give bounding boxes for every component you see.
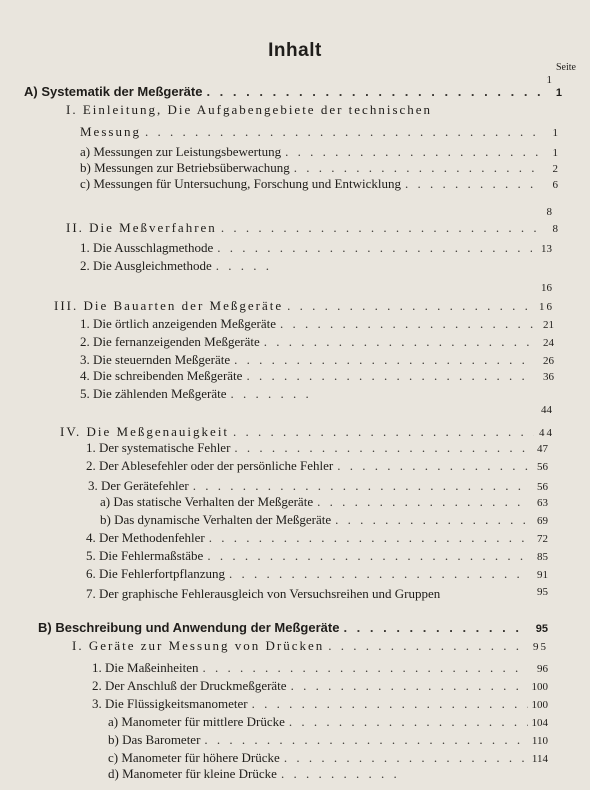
toc-entry-label: b) Das dynamische Verhalten der Meßgeräte <box>100 512 332 527</box>
toc-entry-label: 1. Die Maßeinheiten <box>92 660 199 675</box>
seite-column-header: Seite <box>556 62 576 73</box>
leader-dots <box>281 766 404 782</box>
toc-entry-page: 63 <box>537 497 548 509</box>
toc-entry <box>108 732 548 749</box>
toc-entry <box>80 316 554 333</box>
toc-entry <box>108 766 408 782</box>
leader-dots <box>285 144 538 160</box>
leader-dots <box>204 732 527 748</box>
toc-entry-page: 36 <box>543 371 554 383</box>
toc-entry-label: 4. Der Methodenfehler <box>86 530 205 545</box>
toc-entry-page: 56 <box>537 481 548 493</box>
leader-dots <box>203 660 529 676</box>
toc-entry-label: 5. Die Fehlermaßstäbe <box>86 548 204 563</box>
leader-dots <box>193 478 528 494</box>
leader-dots <box>294 160 538 176</box>
toc-entry-page: 96 <box>537 663 548 675</box>
toc-entry-page: 24 <box>543 337 554 349</box>
toc-entry-page: 72 <box>537 533 548 545</box>
toc-entry <box>92 678 548 695</box>
toc-entry-page: 26 <box>543 355 554 367</box>
leader-dots <box>207 548 528 564</box>
toc-entry-label: c) Messungen für Untersuchung, Forschung und Entwicklung <box>80 176 401 191</box>
leader-dots <box>264 334 534 350</box>
leader-dots <box>221 220 540 236</box>
toc-entry <box>100 494 548 511</box>
toc-entry <box>80 124 560 141</box>
toc-entry <box>86 440 548 457</box>
toc-entry-label: II. Die Meßverfahren <box>66 220 217 235</box>
page-number: 95 <box>537 586 548 598</box>
leader-dots <box>209 530 528 546</box>
toc-entry <box>86 530 548 547</box>
toc-entry <box>80 258 280 274</box>
leader-dots <box>284 750 528 766</box>
toc-entry <box>92 660 548 677</box>
toc-entry-label: 1. Der systematische Fehler <box>86 440 231 455</box>
toc-entry-page: 8 <box>552 223 560 235</box>
leader-dots <box>291 678 528 694</box>
toc-entry-label: 3. Die steuernden Meßgeräte <box>80 352 231 367</box>
toc-entry-label: 1. Die örtlich anzeigenden Meßgeräte <box>80 316 276 331</box>
leader-dots <box>145 124 540 140</box>
toc-entry <box>80 368 554 385</box>
toc-entry-label: b) Messungen zur Betriebsüberwachung <box>80 160 290 175</box>
toc-entry-page: 2 <box>552 163 558 175</box>
toc-entry-label: 2. Der Anschluß der Druckmeßgeräte <box>92 678 287 693</box>
toc-entry <box>108 750 548 767</box>
toc-entry <box>86 566 548 583</box>
toc-entry-label: c) Manometer für höhere Drücke <box>108 750 280 765</box>
toc-entry-label: 3. Der Gerätefehler <box>88 478 189 493</box>
toc-entry <box>86 548 548 565</box>
toc-entry-label: IV. Die Meßgenauigkeit <box>60 424 230 439</box>
toc-entry-label: a) Messungen zur Leistungsbewertung <box>80 144 282 159</box>
toc-entry-section-a <box>24 84 562 101</box>
page-number: 44 <box>541 404 552 416</box>
toc-entry-page: 21 <box>543 319 554 331</box>
leader-dots <box>252 696 528 712</box>
toc-entry-page: 110 <box>531 735 548 747</box>
toc-entry-page: 69 <box>537 515 548 527</box>
toc-entry-label: I. Geräte zur Messung von Drücken <box>72 638 325 653</box>
toc-entry-page: 100 <box>531 699 548 711</box>
toc-entry <box>54 298 554 315</box>
leader-dots <box>337 458 528 474</box>
leader-dots <box>233 424 534 440</box>
toc-entry-label: 6. Die Fehlerfortpflanzung <box>86 566 225 581</box>
leader-dots <box>343 620 528 636</box>
toc-entry <box>108 714 548 731</box>
leader-dots <box>405 176 538 192</box>
leader-dots <box>229 566 528 582</box>
leader-dots <box>231 386 316 402</box>
toc-entry <box>80 160 558 177</box>
toc-entry-page: 114 <box>531 753 548 765</box>
toc-entry-label: I. Einleitung, Die Aufgabengebiete der technischen <box>66 102 433 117</box>
toc-entry <box>88 478 548 495</box>
toc-entry-page: 44 <box>539 427 554 439</box>
toc-entry-label: 7. Der graphische Fehlerausgleich von Versuchsreihen und Gruppen <box>86 586 441 601</box>
toc-entry-label: A) Systematik der Meßgeräte <box>24 84 203 99</box>
toc-entry <box>60 424 554 441</box>
page-number: 16 <box>541 282 552 294</box>
leader-dots <box>206 84 542 100</box>
toc-entry <box>66 220 560 237</box>
leader-dots <box>317 494 528 510</box>
toc-entry-label: d) Manometer für kleine Drücke <box>108 766 277 781</box>
toc-entry <box>86 458 548 475</box>
leader-dots <box>328 638 528 654</box>
toc-entry-label: a) Das statische Verhalten der Meßgeräte <box>100 494 314 509</box>
toc-entry-label: a) Manometer für mittlere Drücke <box>108 714 285 729</box>
toc-entry <box>72 638 548 655</box>
toc-entry <box>80 176 558 193</box>
toc-entry-page: 95 <box>533 641 548 653</box>
toc-entry <box>100 512 548 529</box>
toc-entry-page: 6 <box>552 179 558 191</box>
toc-entry-page: 1 <box>552 147 558 159</box>
toc-entry <box>80 334 554 351</box>
toc-entry <box>80 144 558 161</box>
toc-entry-label: 4. Die schreibenden Meßgeräte <box>80 368 243 383</box>
toc-entry <box>80 352 554 369</box>
leader-dots <box>246 368 534 384</box>
toc-entry-page: 1 <box>552 127 560 139</box>
toc-entry-page: 95 <box>535 623 548 635</box>
toc-entry-label: 2. Die Ausgleichmethode <box>80 258 212 273</box>
page-title: Inhalt <box>268 40 322 61</box>
page-number: 8 <box>546 206 552 218</box>
leader-dots <box>280 316 534 332</box>
toc-entry-label: 5. Die zählenden Meßgeräte <box>80 386 227 401</box>
toc-entry-page: 104 <box>531 717 548 729</box>
toc-entry-label: 2. Der Ablesefehler oder der persönliche Fehler <box>86 458 334 473</box>
toc-entry-page: 56 <box>537 461 548 473</box>
leader-dots <box>234 440 528 456</box>
toc-entry-page: 47 <box>537 443 548 455</box>
toc-entry-page: 16 <box>539 301 554 313</box>
toc-entry-page: 13 <box>541 243 552 255</box>
toc-entry-page: 1 <box>555 87 562 99</box>
toc-entry-label: 3. Die Flüssigkeitsmanometer <box>92 696 248 711</box>
toc-entry-label: 1. Die Ausschlagmethode <box>80 240 214 255</box>
toc-entry-label: Messung <box>80 124 141 139</box>
toc-entry-page: 100 <box>531 681 548 693</box>
leader-dots <box>217 240 532 256</box>
toc-entry-page: 91 <box>537 569 548 581</box>
leader-dots <box>289 714 528 730</box>
toc-entry-page: 85 <box>537 551 548 563</box>
toc-entry-label: 2. Die fernanzeigenden Meßgeräte <box>80 334 260 349</box>
page-number: 1 <box>546 74 552 86</box>
leader-dots <box>287 298 534 314</box>
toc-entry <box>80 240 552 257</box>
toc-entry-label: b) Das Barometer <box>108 732 201 747</box>
leader-dots <box>234 352 534 368</box>
toc-entry <box>92 696 548 713</box>
toc-entry-label: B) Beschreibung und Anwendung der Meßgeräte <box>38 620 340 635</box>
toc-entry-section-b <box>38 620 548 637</box>
leader-dots <box>216 258 276 274</box>
toc-entry <box>80 386 320 402</box>
leader-dots <box>335 512 528 528</box>
toc-entry-label: III. Die Bauarten der Meßgeräte <box>54 298 284 313</box>
